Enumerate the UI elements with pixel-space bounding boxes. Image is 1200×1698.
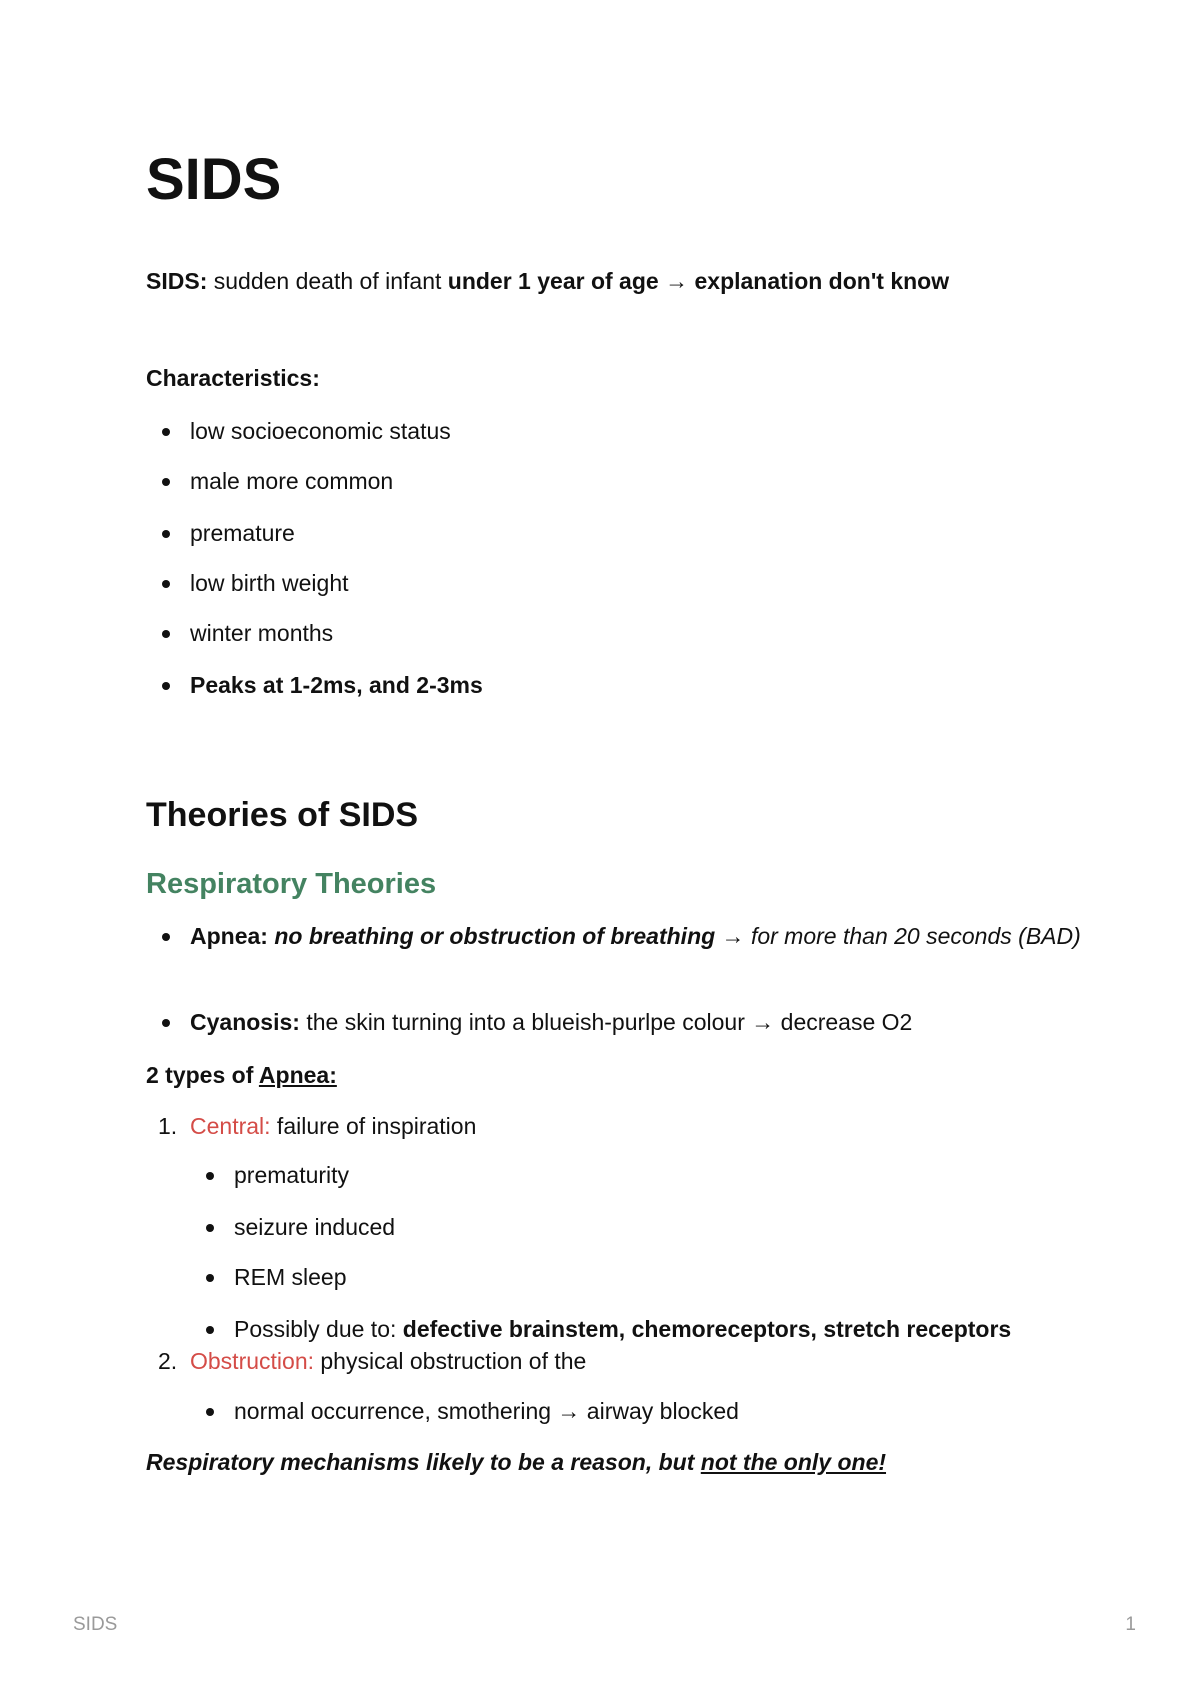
definition-colon: : [199, 268, 208, 294]
bullet-icon [206, 1408, 214, 1416]
bullet-icon [206, 1274, 214, 1282]
definition-arrow: → [658, 268, 695, 294]
bullet-icon [162, 1019, 170, 1027]
definition-age: under 1 year of age [447, 268, 659, 294]
list-item: premature [190, 518, 295, 548]
list-item: prematurity [234, 1160, 349, 1190]
list-item-apnea: Apnea: no breathing or obstruction of breathing → for more than 20 seconds (BAD) [190, 921, 1090, 951]
list-item-obstruction: 2. Obstruction: physical obstruction of the [158, 1348, 587, 1374]
list-item: male more common [190, 466, 393, 496]
list-item: Peaks at 1-2ms, and 2-3ms [190, 670, 483, 700]
list-item: Possibly due to: defective brainstem, chemoreceptors, stretch receptors [234, 1314, 1011, 1344]
definition-explanation: explanation don't know [694, 268, 950, 294]
footer-title: SIDS [73, 1614, 118, 1635]
bullet-icon [162, 580, 170, 588]
list-item: winter months [190, 618, 333, 648]
apnea-types-heading: 2 types of Apnea: [146, 1062, 337, 1088]
bullet-icon [162, 530, 170, 538]
theories-heading: Theories of SIDS [146, 796, 419, 834]
bullet-icon [206, 1224, 214, 1232]
respiratory-heading: Respiratory Theories [146, 868, 437, 900]
definition-line [146, 266, 949, 296]
list-item-cyanosis: Cyanosis: the skin turning into a blueish-purlpe colour → decrease O2 [190, 1007, 912, 1037]
list-item: low birth weight [190, 568, 349, 598]
bullet-icon [206, 1172, 214, 1180]
page-title: SIDS [146, 147, 282, 212]
list-item: seizure induced [234, 1212, 395, 1242]
page-number: 1 [1125, 1614, 1136, 1635]
definition-term: SIDS [146, 268, 200, 294]
characteristics-heading: Characteristics: [146, 365, 320, 391]
bullet-icon [206, 1326, 214, 1334]
list-item: low socioeconomic status [190, 416, 451, 446]
definition-text: sudden death of infant [207, 268, 448, 294]
conclusion-line: Respiratory mechanisms likely to be a reason, but not the only one! [146, 1449, 887, 1475]
list-item: REM sleep [234, 1262, 346, 1292]
bullet-icon [162, 933, 170, 941]
list-item: normal occurrence, smothering → airway blocked [234, 1396, 739, 1426]
bullet-icon [162, 428, 170, 436]
bullet-icon [162, 682, 170, 690]
bullet-icon [162, 478, 170, 486]
bullet-icon [162, 630, 170, 638]
list-item-central: 1. Central: failure of inspiration [158, 1113, 477, 1139]
